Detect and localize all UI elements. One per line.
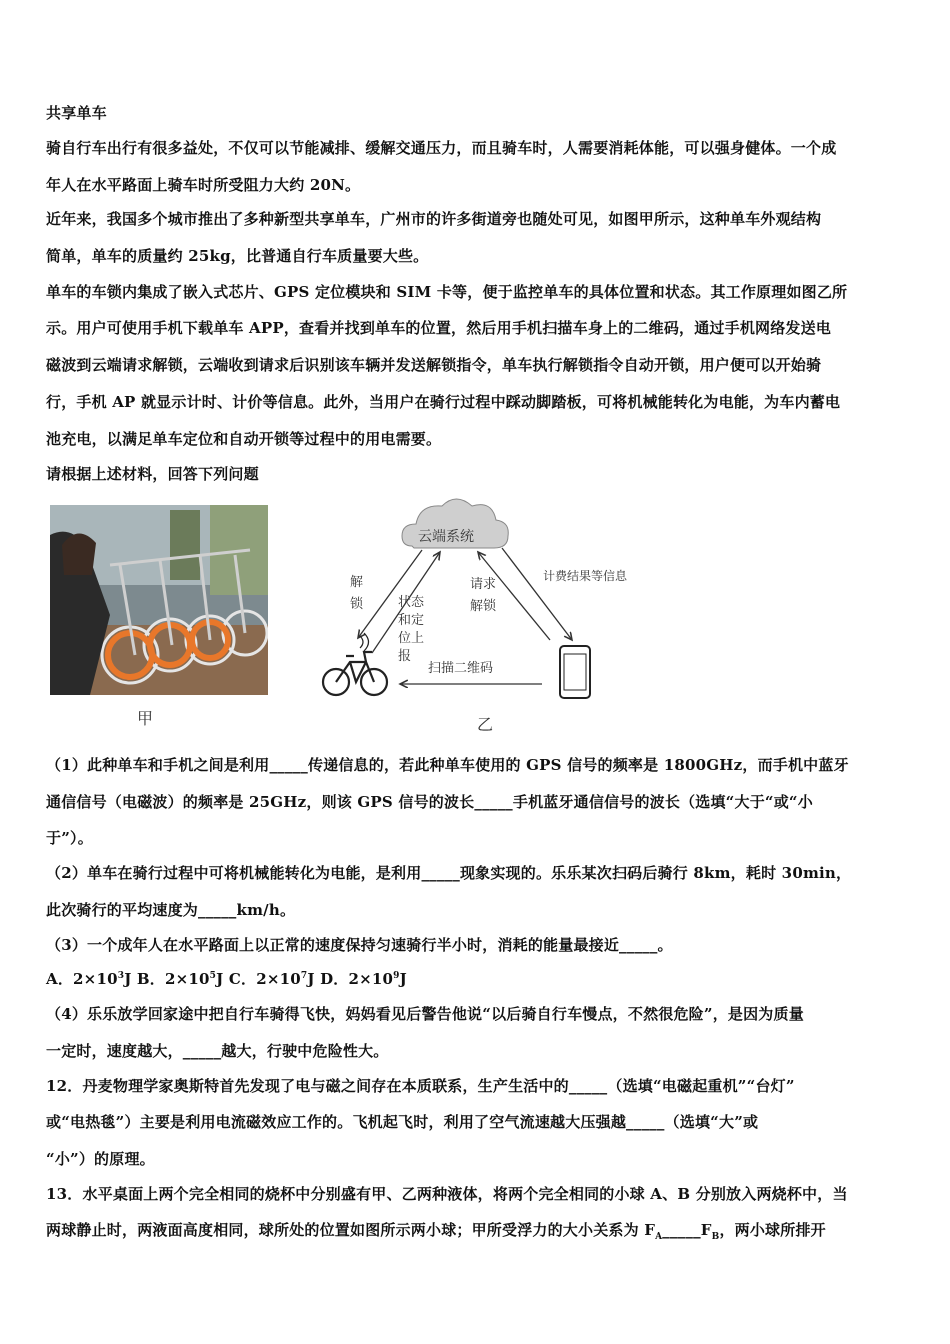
q13-text-c: ，两小球所排开 (719, 1221, 826, 1239)
figure-a-caption: 甲 (137, 709, 154, 728)
passage-title: 共享单车 (46, 104, 107, 122)
q3-option-d: J D．2×10 (307, 970, 394, 988)
q13-text-a: 两球静止时，两液面高度相同，球所处的位置如图所示两小球；甲所受浮力的大小关系为 F (46, 1221, 656, 1239)
phone-icon (560, 646, 590, 698)
q13-line-2 (46, 1219, 826, 1242)
q3-options (46, 968, 407, 989)
q12-line-1: 12．丹麦物理学家奥斯特首先发现了电与磁之间存在本质联系，生产生活中的_____（选填“电磁起重机”“台灯” (46, 1077, 795, 1095)
unlock-label-1: 解 (350, 575, 364, 590)
q13-line-1: 13．水平桌面上两个完全相同的烧杯中分别盛有甲、乙两种液体，将两个完全相同的小球 A、B 分别放入两烧杯中，当 (46, 1185, 848, 1203)
q3-option-c: J C．2×10 (216, 970, 301, 988)
figure-b-caption: 乙 (477, 715, 494, 734)
q3-unit: J (399, 970, 407, 988)
paragraph-3-line-2: 示。用户可使用手机下载单车 APP，查看并找到单车的位置，然后用手机扫描车身上的二维码，通过手机网络发送电 (46, 319, 832, 337)
cloud-system-label: 云端系统 (418, 529, 474, 545)
scan-label: 扫描二维码 (428, 661, 494, 676)
paragraph-1-line-2: 年人在水平路面上骑车时所受阻力大约 20N。 (46, 176, 361, 194)
paragraph-3-line-4: 行，手机 AP 就显示计时、计价等信息。此外，当用户在骑行过程中踩动脚踏板，可将机械能转化为电能，为车内蓄电 (46, 393, 841, 411)
q1-line-1: （1）此种单车和手机之间是利用_____传递信息的，若此种单车使用的 GPS 信号的频率是 1800GHz，而手机中蓝牙 (46, 756, 849, 774)
paragraph-3-line-1: 单车的车锁内集成了嵌入式芯片、GPS 定位模块和 SIM 卡等，便于监控单车的具体位置和状态。其工作原理如图乙所 (46, 283, 848, 301)
q3-line-1: （3）一个成年人在水平路面上以正常的速度保持匀速骑行半小时，消耗的能量最接近_____。 (46, 936, 673, 954)
bicycle-icon (323, 652, 387, 695)
paragraph-2-line-1: 近年来，我国多个城市推出了多种新型共享单车，广州市的许多街道旁也随处可见，如图甲所示，这种单车外观结构 (46, 210, 822, 228)
request-label-1: 请求 (470, 577, 497, 592)
q3-option-b: J B．2×10 (124, 970, 210, 988)
questions-prompt: 请根据上述材料，回答下列问题 (46, 465, 259, 483)
unlock-label-2: 锁 (350, 597, 364, 612)
status-label-3: 位上 (398, 631, 425, 646)
q1-line-2: 通信信号（电磁波）的频率是 25GHz，则该 GPS 信号的波长_____手机蓝牙通信信号的波长（选填“大于“或“小 (46, 793, 813, 811)
q2-line-1: （2）单车在骑行过程中可将机械能转化为电能，是利用_____现象实现的。乐乐某次扫码后骑行 8km，耗时 30min， (46, 864, 852, 882)
q2-line-2: 此次骑行的平均速度为_____km/h。 (46, 901, 296, 919)
paragraph-3-line-3: 磁波到云端请求解锁，云端收到请求后识别该车辆并发送解锁指令，单车执行解锁指令自动开锁，用户便可以开始骑 (46, 356, 822, 374)
q4-line-2: 一定时，速度越大，_____越大，行驶中危险性大。 (46, 1042, 389, 1060)
q13-sub-a: A (655, 1232, 663, 1242)
billing-label: 计费结果等信息 (543, 569, 628, 583)
q1-line-3: 于”）。 (46, 829, 93, 847)
q3-exp-a: 3 (117, 971, 125, 981)
paragraph-2-line-2: 简单，单车的质量约 25kg，比普通自行车质量要大些。 (46, 247, 429, 265)
paragraph-3-line-5: 池充电，以满足单车定位和自动开锁等过程中的用电需要。 (46, 430, 442, 448)
q3-exp-b: 5 (209, 971, 217, 981)
status-label-1: 状态 (398, 595, 425, 610)
shared-bike-photo (50, 505, 268, 695)
status-label-2: 和定 (398, 613, 425, 628)
q3-option-a: A．2×10 (46, 970, 118, 988)
q3-exp-c: 7 (300, 971, 308, 981)
status-label-4: 报 (398, 649, 412, 664)
signal-icon (360, 633, 369, 651)
q3-exp-d: 9 (393, 971, 400, 981)
q13-text-b: _____F (662, 1221, 712, 1239)
q4-line-1: （4）乐乐放学回家途中把自行车骑得飞快，妈妈看见后警告他说“以后骑自行车慢点，不然很危险”，是因为质量 (46, 1005, 804, 1023)
q12-line-2: 或“电热毯”）主要是利用电流磁效应工作的。飞机起飞时，利用了空气流速越大压强越_____（选填“大”或 (46, 1113, 759, 1131)
working-principle-diagram (310, 488, 670, 708)
q13-sub-b: B (711, 1232, 720, 1242)
request-label-2: 解锁 (470, 599, 497, 614)
paragraph-1-line-1: 骑自行车出行有很多益处，不仅可以节能减排、缓解交通压力，而且骑车时，人需要消耗体能，可以强身健体。一个成 (46, 139, 837, 157)
q12-line-3: “小”）的原理。 (46, 1150, 155, 1168)
